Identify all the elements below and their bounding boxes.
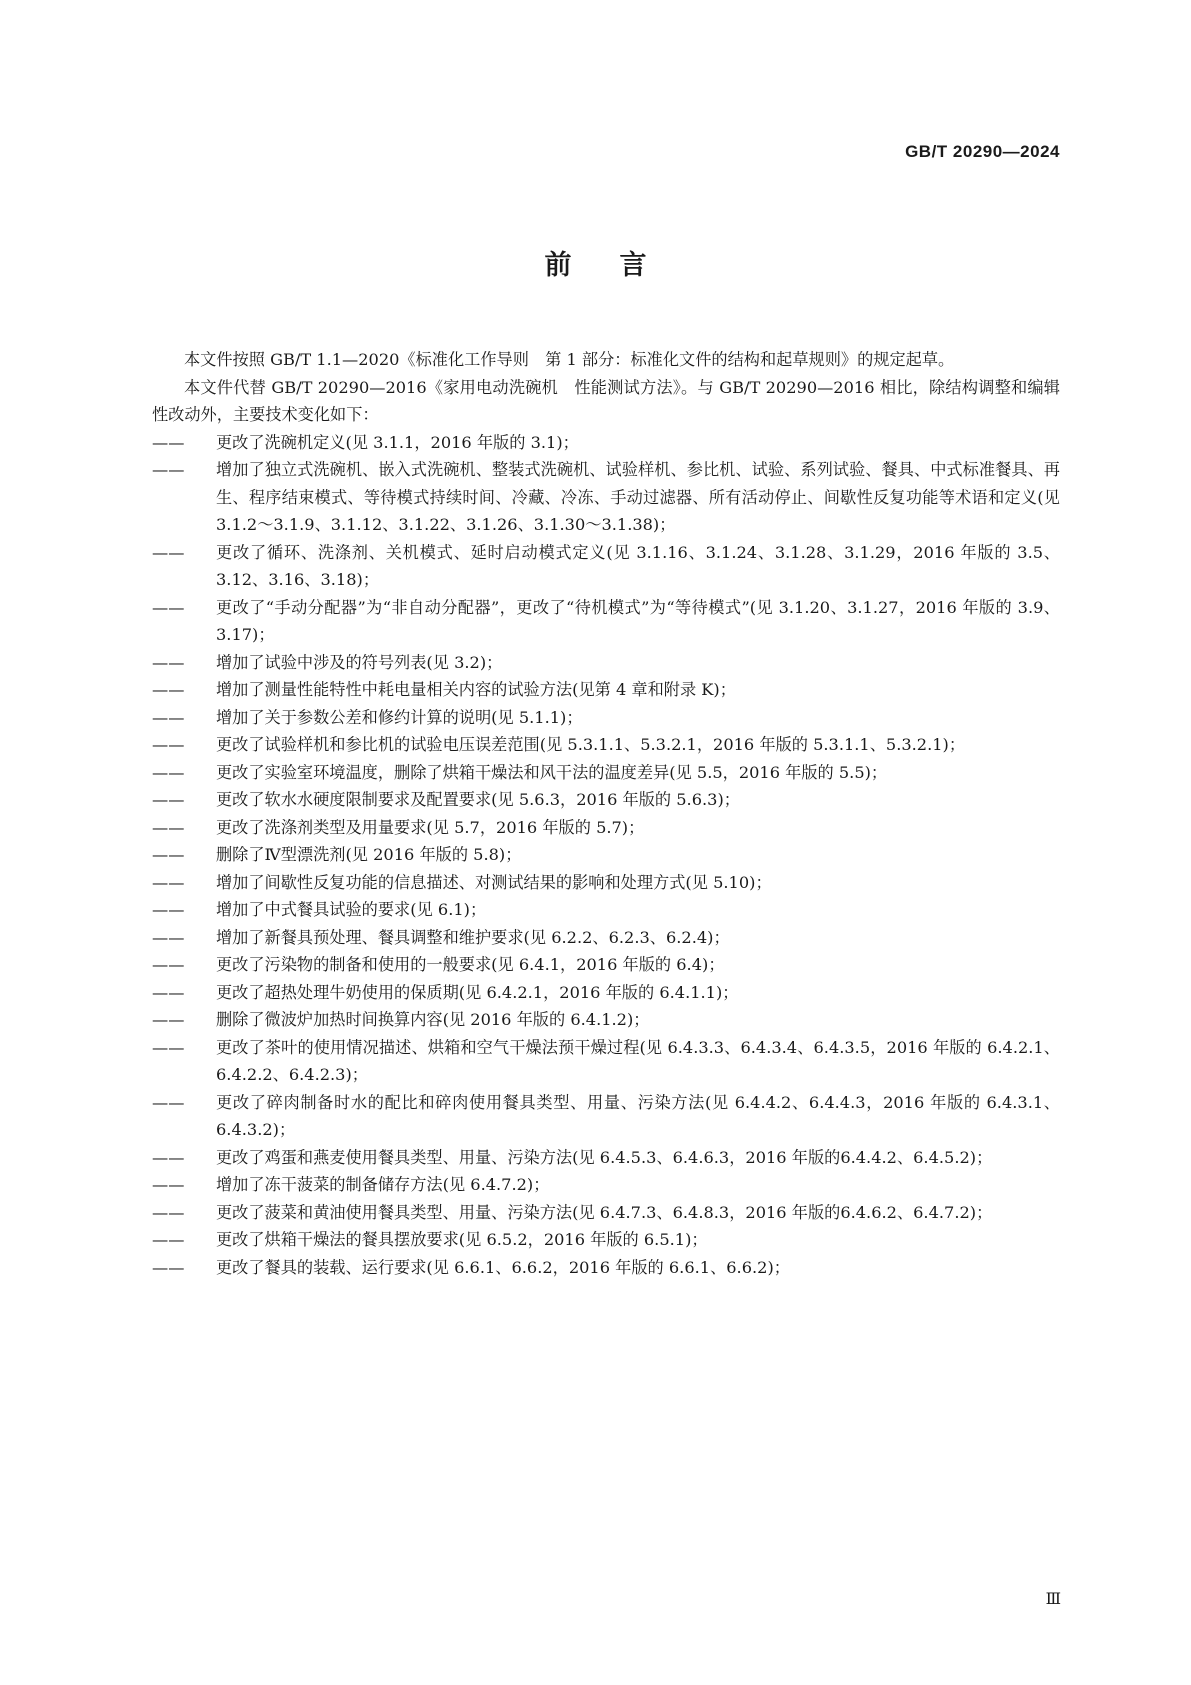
list-item-text: 更改了鸡蛋和燕麦使用餐具类型、用量、污染方法(见 6.4.5.3、6.4.6.3，2016 年版的6.4.4.2、6.4.5.2)；: [216, 1147, 993, 1167]
list-item: [152, 786, 1060, 814]
standard-code: GB/T 20290—2024: [905, 142, 1060, 161]
list-item-text: 增加了中式餐具试验的要求(见 6.1)；: [216, 900, 487, 919]
list-item: [152, 1171, 1060, 1199]
list-item-text: 更改了餐具的装载、运行要求(见 6.6.1、6.6.2，2016 年版的 6.6.1、6.6.2)；: [216, 1257, 790, 1277]
dash-marker: ——: [152, 1230, 185, 1249]
dash-marker: ——: [152, 680, 185, 699]
list-item-text: 增加了试验中涉及的符号列表(见 3.2)；: [216, 652, 503, 672]
dash-marker: ——: [152, 652, 185, 672]
dash-marker: ——: [152, 460, 185, 479]
list-item-text: 更改了超热处理牛奶使用的保质期(见 6.4.2.1，2016 年版的 6.4.1.1)；: [216, 982, 739, 1002]
list-item: [152, 1199, 1060, 1227]
list-item-text: 更改了试验样机和参比机的试验电压误差范围(见 5.3.1.1、5.3.2.1，2016 年版的 5.3.1.1、5.3.2.1)；: [216, 735, 966, 754]
list-item-text: 更改了茶叶的使用情况描述、烘箱和空气干燥法预干燥过程(见 6.4.3.3、6.4.3.4、6.4.3.5，2016 年版的 6.4.2.1、6.4.2.2、6.4.2.3)；: [216, 1037, 1060, 1084]
dash-marker: ——: [152, 735, 185, 754]
document-body: [152, 346, 1060, 1281]
list-item: [152, 649, 1060, 677]
list-item-text: 更改了烘箱干燥法的餐具摆放要求(见 6.5.2，2016 年版的 6.5.1)；: [216, 1230, 708, 1249]
dash-marker: ——: [152, 1092, 185, 1112]
list-item-text: 更改了碎肉制备时水的配比和碎肉使用餐具类型、用量、污染方法(见 6.4.4.2、6.4.4.3，2016 年版的 6.4.3.1、6.4.3.2)；: [216, 1092, 1060, 1139]
dash-marker: ——: [152, 845, 185, 864]
dash-marker: ——: [152, 1257, 185, 1277]
dash-marker: ——: [152, 432, 185, 452]
dash-marker: ——: [152, 1175, 185, 1194]
list-item: [152, 539, 1060, 594]
page-title: 前言: [544, 250, 695, 281]
changes-list: [152, 429, 1060, 1282]
list-item: [152, 814, 1060, 842]
dash-marker: ——: [152, 817, 185, 837]
list-item-text: 增加了冻干菠菜的制备储存方法(见 6.4.7.2)；: [216, 1175, 550, 1194]
list-item-text: 删除了微波炉加热时间换算内容(见 2016 年版的 6.4.1.2)；: [216, 1010, 650, 1029]
paragraph-drafting-basis: 本文件按照 GB/T 1.1—2020《标准化工作导则 第 1 部分：标准化文件的结构和起草规则》的规定起草。: [184, 350, 955, 369]
list-item: [152, 1034, 1060, 1089]
dash-marker: ——: [152, 927, 185, 947]
list-item-text: 更改了软水水硬度限制要求及配置要求(见 5.6.3，2016 年版的 5.6.3)；: [216, 790, 740, 809]
list-item: [152, 869, 1060, 897]
list-item: [152, 896, 1060, 924]
list-item: [152, 731, 1060, 759]
list-item-text: 删除了Ⅳ型漂洗剂(见 2016 年版的 5.8)；: [216, 845, 522, 864]
dash-marker: ——: [152, 762, 185, 782]
dash-marker: ——: [152, 790, 185, 809]
list-item-text: 更改了菠菜和黄油使用餐具类型、用量、污染方法(见 6.4.7.3、6.4.8.3，2016 年版的6.4.6.2、6.4.7.2)；: [216, 1202, 993, 1222]
dash-marker: ——: [152, 1010, 185, 1029]
paragraph-replacement-note: 本文件代替 GB/T 20290—2016《家用电动洗碗机 性能测试方法》。与 GB/T 20290—2016 相比，除结构调整和编辑性改动外，主要技术变化如下：: [152, 377, 1060, 424]
list-item: [152, 594, 1060, 649]
list-item: [152, 841, 1060, 869]
list-item: [152, 1254, 1060, 1282]
list-item-text: 更改了循环、洗涤剂、关机模式、延时启动模式定义(见 3.1.16、3.1.24、3.1.28、3.1.29，2016 年版的 3.5、3.12、3.16、3.18)；: [216, 542, 1060, 589]
list-item: [152, 1006, 1060, 1034]
list-item: [152, 951, 1060, 979]
list-item-text: 更改了污染物的制备和使用的一般要求(见 6.4.1，2016 年版的 6.4)；: [216, 955, 725, 974]
dash-marker: ——: [152, 1037, 185, 1057]
dash-marker: ——: [152, 542, 185, 562]
list-item-text: 增加了独立式洗碗机、嵌入式洗碗机、整装式洗碗机、试验样机、参比机、试验、系列试验、餐具、中式标准餐具、再生、程序结束模式、等待模式持续时间、冷藏、冷冻、手动过滤器、所有活动停止、间歇性反复功能等术语和定义(见 3.1.2～3.1.9、3.1.12、3.1.22、3.1.26、3.1.30～3.1.38)；: [216, 460, 1060, 534]
dash-marker: ——: [152, 900, 185, 919]
page-number: Ⅲ: [1045, 1589, 1061, 1608]
list-item-text: 增加了新餐具预处理、餐具调整和维护要求(见 6.2.2、6.2.3、6.2.4)；: [216, 927, 730, 947]
list-item-text: 更改了洗涤剂类型及用量要求(见 5.7，2016 年版的 5.7)；: [216, 817, 645, 837]
list-item: [152, 676, 1060, 704]
list-item-text: 增加了关于参数公差和修约计算的说明(见 5.1.1)；: [216, 707, 583, 727]
dash-marker: ——: [152, 955, 185, 974]
list-item: [152, 759, 1060, 787]
list-item-text: 增加了间歇性反复功能的信息描述、对测试结果的影响和处理方式(见 5.10)；: [216, 872, 772, 892]
list-item: [152, 1089, 1060, 1144]
dash-marker: ——: [152, 597, 185, 617]
dash-marker: ——: [152, 982, 185, 1002]
list-item-text: 更改了实验室环境温度，删除了烘箱干燥法和风干法的温度差异(见 5.5，2016 年版的 5.5)；: [216, 762, 888, 782]
list-item: [152, 924, 1060, 952]
list-item-text: 增加了测量性能特性中耗电量相关内容的试验方法(见第 4 章和附录 K)；: [216, 680, 736, 699]
list-item-text: 更改了洗碗机定义(见 3.1.1，2016 年版的 3.1)；: [216, 432, 579, 452]
list-item-text: 更改了“手动分配器”为“非自动分配器”，更改了“待机模式”为“等待模式”(见 3.1.20、3.1.27，2016 年版的 3.9、3.17)；: [216, 597, 1060, 644]
dash-marker: ——: [152, 707, 185, 727]
list-item: [152, 979, 1060, 1007]
list-item: [152, 704, 1060, 732]
dash-marker: ——: [152, 1202, 185, 1222]
list-item: [152, 429, 1060, 457]
dash-marker: ——: [152, 872, 185, 892]
list-item: [152, 1226, 1060, 1254]
list-item: [152, 1144, 1060, 1172]
list-item: [152, 456, 1060, 539]
dash-marker: ——: [152, 1147, 185, 1167]
